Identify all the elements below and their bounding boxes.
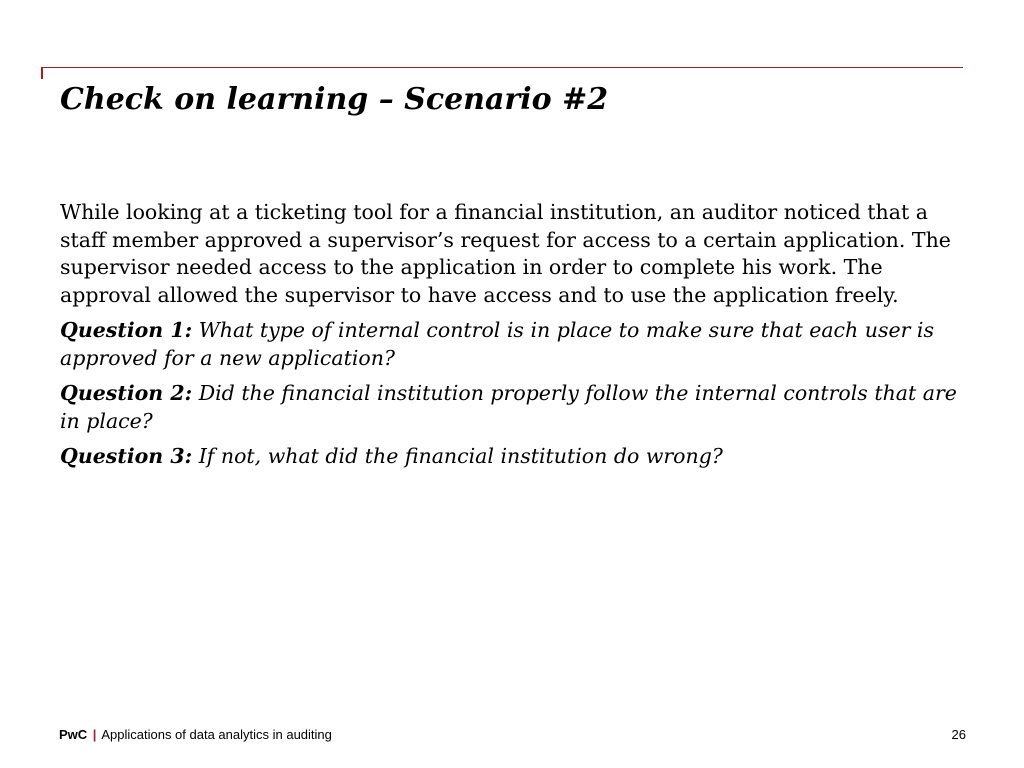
question-3-label: Question 3:	[60, 444, 193, 468]
question-3-text: If not, what did the financial institution do wrong?	[198, 444, 723, 468]
question-1-label: Question 1:	[60, 318, 193, 342]
footer	[59, 727, 332, 743]
slide-body	[60, 199, 970, 479]
question-2	[60, 380, 970, 435]
page-number: 26	[951, 727, 966, 742]
question-1	[60, 317, 970, 372]
footer-separator: |	[92, 727, 97, 742]
footer-brand: PwC	[59, 727, 88, 742]
slide-title: Check on learning – Scenario #2	[60, 82, 609, 117]
scenario-paragraph: While looking at a ticketing tool for a financial institution, an auditor noticed that a staff member approved a supervisor’s request for access to a certain application. The supervisor needed access to the application in order to complete his work. The approval allowed the supervisor to have access and to use the application freely.	[60, 200, 951, 307]
question-1-text: What type of internal control is in place to make sure that each user is approved for a new application?	[60, 318, 934, 370]
question-2-text: Did the financial institution properly follow the internal controls that are in place?	[60, 381, 957, 433]
title-rule-tick	[41, 67, 43, 79]
title-rule	[41, 67, 963, 68]
question-2-label: Question 2:	[60, 381, 193, 405]
footer-subtitle: Applications of data analytics in auditing	[101, 727, 332, 742]
question-3	[60, 443, 970, 471]
